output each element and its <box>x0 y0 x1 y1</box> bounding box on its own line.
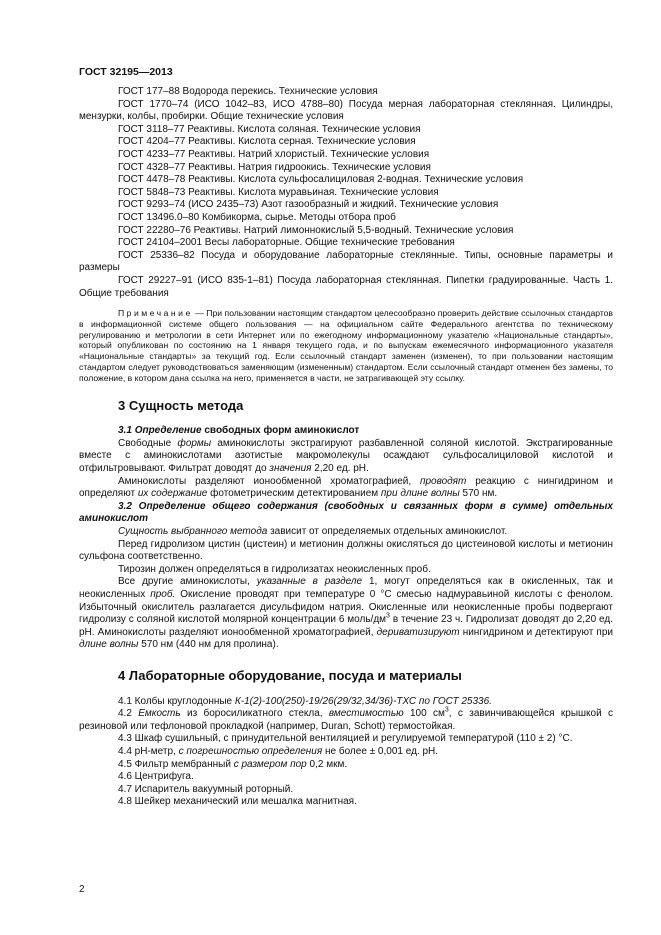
paragraph: Аминокислоты разделяют ионообменной хроматографией, проводят реакцию с нингидрином и определяют их содержание фотометрическим детектированием при длине волны 570 нм. <box>79 475 613 500</box>
page-number: 2 <box>79 884 85 895</box>
section-3-title: 3 Сущность метода <box>118 397 244 413</box>
reference-item: ГОСТ 177–88 Водорода перекись. Технические условия <box>118 86 378 97</box>
reference-list <box>79 86 613 300</box>
reference-item: ГОСТ 3118–77 Реактивы. Кислота соляная. Технические условия <box>118 123 421 135</box>
reference-item: ГОСТ 13496.0–80 Комбикорма, сырье. Методы отбора проб <box>118 211 396 223</box>
reference-item: ГОСТ 4204–77 Реактивы. Кислота серная. Технические условия <box>118 136 416 148</box>
reference-item: ГОСТ 5848–73 Реактивы. Кислота муравьиная. Технические условия <box>118 186 439 198</box>
reference-item: ГОСТ 4233–77 Реактивы. Натрий хлористый. Технические условия <box>118 148 430 160</box>
list-item: 4.6 Центрифуга. <box>118 771 194 783</box>
list-item: 4.3 Шкаф сушильный, с принудительной вентиляцией и регулируемой температурой (110 ± 2) °С. <box>118 733 573 745</box>
note-text: — При пользовании настоящим стандартом целесообразно проверить действие ссылочных стандартов в информационной системе общего пользования — на официальном сайте Федерального агентства по техническому регулированию и метрологии в сети Интернет или по ежегодному информационному указателю «Национальные стандарты», который опубликован по состоянию на 1 января текущего года, и по выпускам ежемесячного информационного указателя «Национальные стандарты» за текущий год. Если ссылочный стандарт заменен (изменен), то при пользовании настоящим стандартом следует руководствоваться заменяющим (измененным) стандартом. Если ссылочный стандарт отменен без замены, то положение, в котором дана ссылка на него, применяется в части, не затрагивающей эту ссылку. <box>79 308 614 383</box>
paragraph: Сущность выбранного метода зависит от определяемых отдельных аминокислот. <box>118 526 508 538</box>
paragraph: Перед гидролизом цистин (цистеин) и метионин должны окисляться до цистеиновой кислоты и метионин сульфона соответственно. <box>79 538 613 563</box>
paragraph: Свободные формы аминокислоты экстрагируют разбавленной соляной кислотой. Экстрагированные вместе с аминокислотами азотистые макромолекулы осаждают сульфосалициловой кислотой и отфильтровывают. Фильтрат доводят до значения 2,20 ед. рН. <box>79 437 613 475</box>
reference-item: ГОСТ 4478–78 Реактивы. Кислота сульфосалициловая 2-водная. Технические условия <box>118 174 524 186</box>
list-item: 4.4 рН-метр, с погрешностью определения не более ± 0,001 ед. рН. <box>118 745 439 757</box>
reference-item: ГОСТ 22280–76 Реактивы. Натрий лимоннокислый 5,5-водный. Технические условия <box>118 224 514 236</box>
subsection-3-1-title: 3.1 Определение свободных форм аминокислот <box>118 425 360 437</box>
paragraph: Все другие аминокислоты, указанные в разделе 1, могут определяться как в окисленных, так и неокисленных проб. Окисление проводят при температуре 0 °С смесью надмуравьиной кислоты с фенолом. Избыточный окислитель разлагается дисульфидом натрия. Окисленные или неокисленные пробы подвергают гидролизу с соляной кислотой молярной концентрации 6 моль/$дм^3$ в течение 23 ч. Гидролизат доводят до 2,20 ед. рН. Аминокислоты разделяют ионообменной хроматографией, дериватизируют нингидрином и детектируют при длине волны 570 нм (440 нм для пролина). <box>79 576 614 651</box>
reference-item: ГОСТ 29227–91 (ИСО 835-1–81) Посуда лабораторная стеклянная. Пипетки градуированные. Часть 1. Общие требования <box>79 274 613 299</box>
document-body <box>79 86 613 809</box>
paragraph: Тирозин должен определяться в гидролизатах неокисленных проб. <box>118 563 431 575</box>
reference-item: ГОСТ 4328–77 Реактивы. Натрия гидроокись. Технические условия <box>118 161 431 173</box>
section-4-title: 4 Лабораторные оборудование, посуда и материалы <box>118 667 462 683</box>
note-label: Примечание <box>118 308 193 319</box>
list-item: 4.1 Колбы круглодонные К-1(2)-100(250)-19/26(29/32,34/36)-ТХС по ГОСТ 25336. <box>118 695 492 707</box>
list-item: 4.2 Емкость из боросиликатного стекла, вместимостью 100 $см^3$, с завинчивающейся крышкой с резиновой или тефлоновой прокладкой (например, Duran, Schott) термостойкая. <box>79 706 614 732</box>
list-item: 4.5 Фильтр мембранный с размером пор 0,2 мкм. <box>118 758 348 770</box>
list-item: 4.8 Шейкер механический или мешалка магнитная. <box>118 796 357 808</box>
reference-item: ГОСТ 25336–82 Посуда и оборудование лабораторные стеклянные. Типы, основные параметры и размеры <box>79 249 613 274</box>
reference-item: ГОСТ 24104–2001 Весы лабораторные. Общие технические требования <box>118 237 455 249</box>
note <box>79 308 613 384</box>
list-item: 4.7 Испаритель вакуумный роторный. <box>118 783 294 795</box>
reference-item: ГОСТ 1770–74 (ИСО 1042–83, ИСО 4788–80) Посуда мерная лабораторная стеклянная. Цилиндры, мензурки, колбы, пробирки. Общие технические условия <box>79 98 613 123</box>
reference-item: ГОСТ 9293–74 (ИСО 2435–73) Азот газообразный и жидкий. Технические условия <box>118 199 499 211</box>
document-header: ГОСТ 32195—2013 <box>79 66 173 78</box>
subsection-3-2-title: 3.2 Определение общего содержания (свободных и связанных форм в сумме) отдельных аминокислот <box>79 500 613 525</box>
